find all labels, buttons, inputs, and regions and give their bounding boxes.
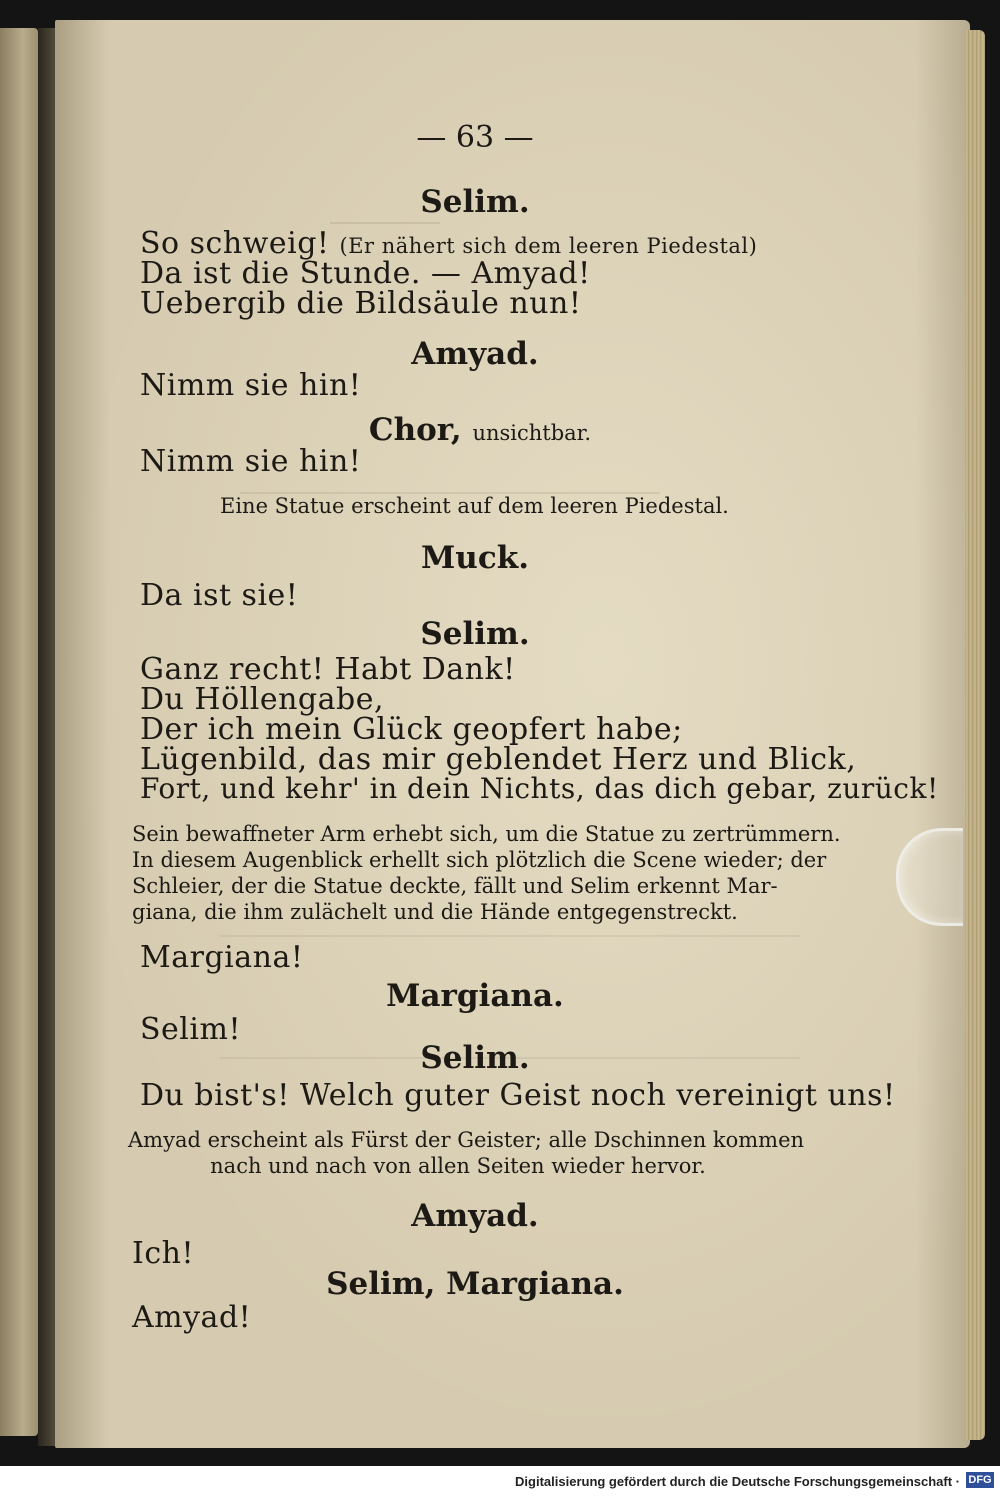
digitization-credit: Digitalisierung gefördert durch die Deutsche Forschungsgemeinschaft ·: [515, 1474, 960, 1489]
speaker-heading: Margiana.: [386, 978, 564, 1014]
stage-aside: (Er nähert sich dem leeren Piedestal): [339, 234, 758, 258]
stage-direction-line: Sein bewaffneter Arm erhebt sich, um die Statue zu zertrümmern.: [132, 822, 841, 846]
dialogue-line: Fort, und kehr' in dein Nichts, das dich gebar, zurück!: [140, 772, 939, 805]
dialogue-line: Nimm sie hin!: [140, 368, 362, 403]
speaker-name: Chor,: [368, 412, 462, 448]
speaker-heading: Selim.: [420, 616, 530, 652]
dialogue-text: So schweig!: [140, 226, 330, 261]
dialogue-line: Uebergib die Bildsäule nun!: [140, 286, 582, 321]
dialogue-line: Margiana!: [140, 940, 304, 975]
speaker-heading: Selim.: [420, 1040, 530, 1076]
dfg-logo: DFG: [966, 1472, 994, 1488]
speaker-heading: Selim.: [420, 184, 530, 220]
dialogue-line: Du Höllengabe,: [140, 682, 384, 717]
dialogue-line: Amyad!: [132, 1300, 252, 1335]
dialogue-line: Der ich mein Glück geopfert habe;: [140, 712, 683, 747]
stage-direction-line: nach und nach von allen Seiten wieder hervor.: [210, 1154, 706, 1178]
stage-direction: Eine Statue erscheint auf dem leeren Piedestal.: [220, 494, 729, 518]
stage-direction-line: Amyad erscheint als Fürst der Geister; alle Dschinnen kommen: [128, 1128, 805, 1152]
speaker-note: unsichtbar.: [472, 421, 592, 445]
speaker-heading: Amyad.: [411, 1198, 539, 1234]
stage-direction-line: In diesem Augenblick erhellt sich plötzlich die Scene wieder; der: [132, 848, 827, 872]
dialogue-line: Da ist die Stunde. — Amyad!: [140, 256, 591, 291]
page-stack-edge: [965, 30, 985, 1440]
dialogue-line: Ganz recht! Habt Dank!: [140, 652, 516, 687]
speaker-heading: Selim, Margiana.: [326, 1266, 624, 1302]
dialogue-line: Lügenbild, das mir geblendet Herz und Blick,: [140, 742, 857, 777]
dialogue-line: Da ist sie!: [140, 578, 299, 613]
stage-direction-line: giana, die ihm zulächelt und die Hände entgegenstreckt.: [132, 900, 738, 924]
stage-direction-line: Schleier, der die Statue deckte, fällt und Selim erkennt Mar-: [132, 874, 778, 898]
dialogue-line: Ich!: [132, 1236, 195, 1271]
speaker-heading: [290, 412, 670, 448]
speaker-heading: Muck.: [420, 540, 529, 576]
page-number: — 63 —: [416, 120, 534, 155]
footer-bar: [0, 1466, 1000, 1496]
speaker-heading: Amyad.: [411, 336, 539, 372]
dialogue-line: Nimm sie hin!: [140, 444, 362, 479]
dialogue-line: Du bist's! Welch guter Geist noch vereinigt uns!: [140, 1078, 896, 1113]
left-page-edge: [0, 28, 38, 1436]
dialogue-line: Selim!: [140, 1012, 241, 1047]
